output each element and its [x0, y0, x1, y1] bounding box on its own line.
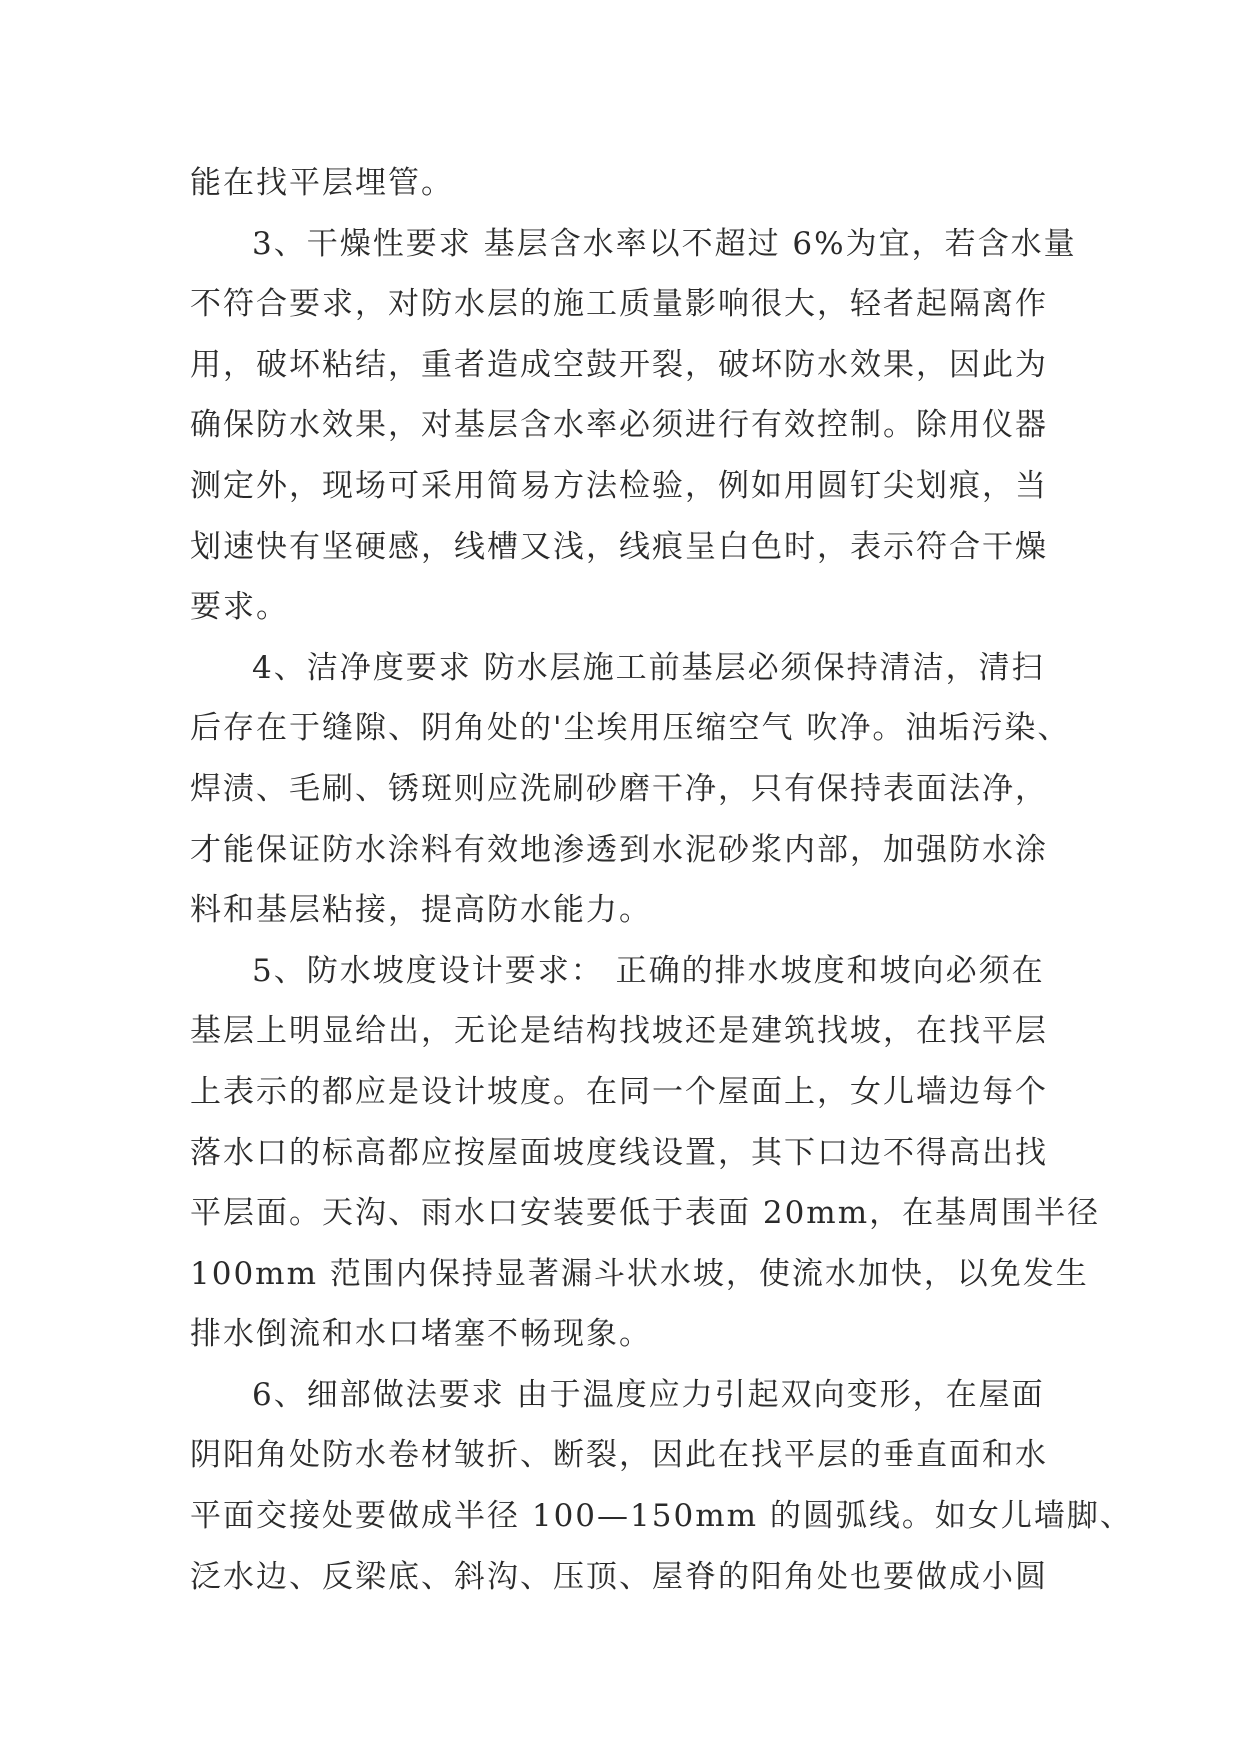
paragraph-first-line: 6、细部做法要求 由于温度应力引起双向变形，在屋面	[252, 1376, 1045, 1413]
text-line: 阴阳角处防水卷材皱折、断裂，因此在找平层的垂直面和水	[190, 1437, 1048, 1474]
text-line: 不符合要求，对防水层的施工质量影响很大，轻者起隔离作	[190, 286, 1048, 323]
text-line: 确保防水效果，对基层含水率必须进行有效控制。除用仪器	[190, 407, 1048, 444]
text-line: 平面交接处要做成半径 100—150mm 的圆弧线。如女儿墙脚、	[190, 1498, 1133, 1535]
text-line: 用，破坏粘结，重者造成空鼓开裂，破坏防水效果，因此为	[190, 346, 1048, 383]
text-line: 上表示的都应是设计坡度。在同一个屋面上，女儿墙边每个	[190, 1073, 1048, 1110]
text-line: 测定外，现场可采用简易方法检验，例如用圆钉尖划痕，当	[190, 467, 1048, 504]
text-line: 泛水边、反梁底、斜沟、压顶、屋脊的阳角处也要做成小圆	[190, 1558, 1048, 1595]
text-line: 才能保证防水涂料有效地渗透到水泥砂浆内部，加强防水涂	[190, 831, 1048, 868]
text-line: 后存在于缝隙、阴角处的'尘埃用压缩空气 吹净。油垢污染、	[190, 710, 1071, 747]
paragraph-first-line: 3、干燥性要求 基层含水率以不超过 6%为宜，若含水量	[252, 225, 1077, 262]
text-line: 平层面。天沟、雨水口安装要低于表面 20mm，在基周围半径	[190, 1195, 1101, 1232]
text-line: 要求。	[190, 589, 289, 626]
text-line: 划速快有坚硬感，线槽又浅，线痕呈白色时，表示符合干燥	[190, 528, 1048, 565]
text-line: 落水口的标高都应按屋面坡度线设置，其下口边不得高出找	[190, 1134, 1048, 1171]
text-line: 基层上明显给出，无论是结构找坡还是建筑找坡，在找平层	[190, 1013, 1048, 1050]
paragraph-first-line: 5、防水坡度设计要求： 正确的排水坡度和坡向必须在	[252, 952, 1045, 989]
paragraph-first-line: 4、洁净度要求 防水层施工前基层必须保持清洁，清扫	[252, 649, 1045, 686]
body-text	[190, 153, 1133, 1607]
text-line: 能在找平层埋管。	[190, 165, 454, 201]
text-line: 100mm 范围内保持显著漏斗状水坡，使流水加快，以免发生	[190, 1255, 1089, 1292]
text-line: 排水倒流和水口堵塞不畅现象。	[190, 1316, 652, 1353]
text-line: 焊渍、毛刷、锈斑则应洗刷砂磨干净，只有保持表面法净，	[190, 770, 1048, 807]
text-line: 料和基层粘接，提高防水能力。	[190, 892, 652, 929]
